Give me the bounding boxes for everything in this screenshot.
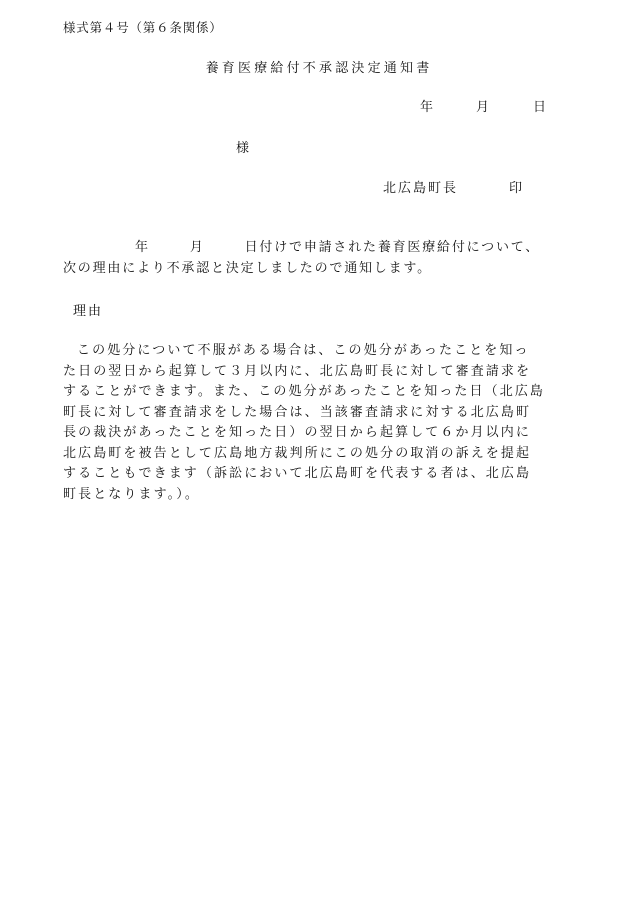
sender-name: 北広島町長 <box>383 181 459 196</box>
intro-paragraph <box>63 238 563 279</box>
intro-year-label: 年 <box>135 240 150 255</box>
date-month-label: 月 <box>476 100 490 115</box>
notice-line: 長の裁決があったことを知った日）の翌日から起算して６か月以内に <box>63 425 531 440</box>
document-title: 養育医療給付不承認決定通知書 <box>205 61 433 76</box>
intro-line-1: 日付けで申請された養育医療給付について、 <box>244 240 541 255</box>
issue-date <box>420 101 546 114</box>
sender-block <box>383 182 522 195</box>
seal-mark: 印 <box>509 181 523 196</box>
notice-line: た日の翌日から起算して３月以内に、北広島町長に対して審査請求を <box>63 363 532 379</box>
notice-line: 町長となります。）。 <box>63 486 200 502</box>
notice-line: この処分について不服がある場合は、この処分があったことを知っ <box>77 343 530 358</box>
notice-line: することもできます（訴訟において北広島町を代表する者は、北広島 <box>63 466 532 481</box>
notice-paragraph <box>63 341 563 505</box>
intro-line-2: 次の理由により不承認と決定しましたので通知します。 <box>63 260 432 276</box>
date-year-label: 年 <box>420 100 434 115</box>
intro-month-label: 月 <box>189 240 205 255</box>
notice-line: することができます。また、この処分があったことを知った日（北広島 <box>63 384 546 399</box>
addressee-honorific: 様 <box>236 141 250 156</box>
date-day-label: 日 <box>533 100 547 115</box>
form-number: 様式第４号（第６条関係） <box>63 20 223 35</box>
notice-line: 町長に対して審査請求をした場合は、当該審査請求に対する北広島町 <box>63 404 532 420</box>
reason-heading: 理由 <box>73 304 104 319</box>
notice-line: 北広島町を被告として広島地方裁判所にこの処分の取消の訴えを提起 <box>63 445 532 461</box>
